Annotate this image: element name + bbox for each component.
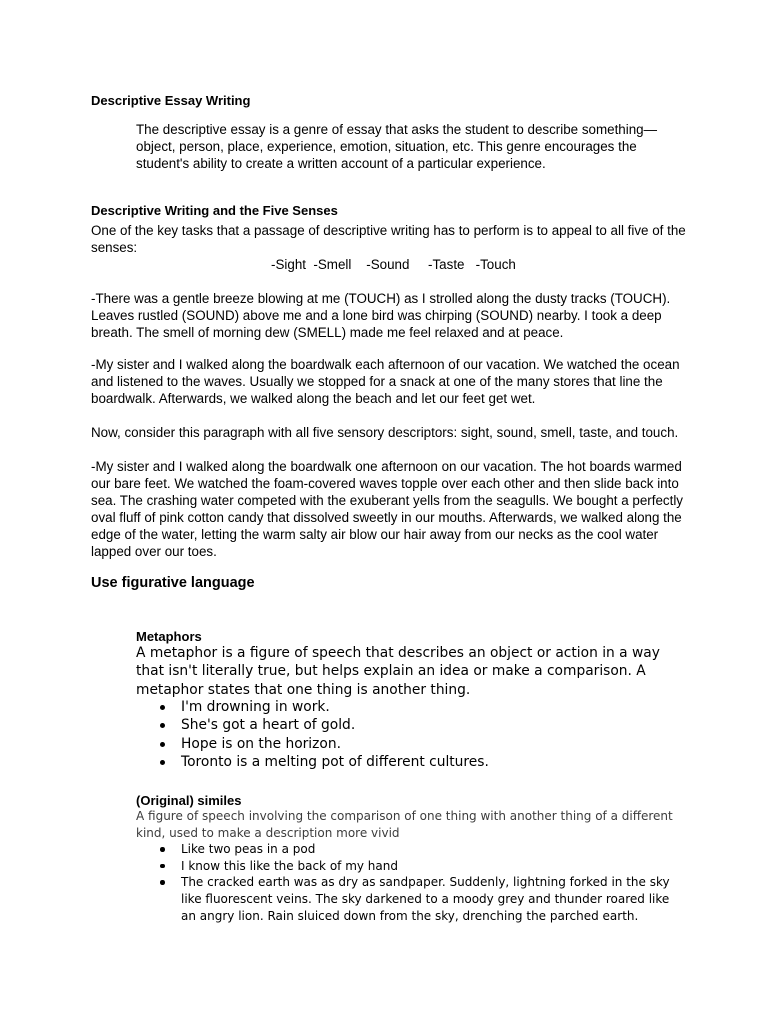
example-paragraph-boardwalk-plain: -My sister and I walked along the boardwalk each afternoon of our vacation. We watched the ocean and listened to the waves. Usually we stopped for a snack at one of the many stores that line the boardwalk. Afterwards, we walked along the beach and let our feet get wet. [91,357,680,406]
descriptive-essay-intro: The descriptive essay is a genre of essay that asks the student to describe something—object, person, place, experience, emotion, situation, etc. This genre encourages the student's ability to create a written account of a particular experience. [136,122,658,171]
metaphor-examples-list [136,698,676,772]
simile-examples-list [136,841,676,925]
simile-example: Like two peas in a pod [181,842,316,856]
consider-statement: Now, consider this paragraph with all five sensory descriptors: sight, sound, smell, taste, and touch. [91,425,679,440]
similes-heading: (Original) similes [136,793,242,808]
section-heading-figurative-language: Use figurative language [91,575,255,591]
metaphor-example: Hope is on the horizon. [181,735,341,752]
list-item [136,858,676,875]
list-item [136,874,676,924]
bullet-icon [160,847,165,852]
simile-example: The cracked earth was as dry as sandpaper. Suddenly, lightning forked in the sky like fluorescent veins. The sky darkened to a moody grey and thunder roared like an angry lion. Rain sluiced down from the sky, drenching the parched earth. [181,875,670,923]
metaphors-heading: Metaphors [136,629,202,644]
bullet-icon [160,742,165,747]
simile-definition: A figure of speech involving the comparison of one thing with another thing of a different kind, used to make a description more vivid [136,809,673,840]
five-senses-intro: One of the key tasks that a passage of descriptive writing has to perform is to appeal to all five of the senses: [91,223,686,255]
senses-list: -Sight -Smell -Sound -Taste -Touch [271,257,516,272]
bullet-icon [160,760,165,765]
metaphor-example: I'm drowning in work. [181,699,330,715]
bullet-icon [160,723,165,728]
bullet-icon [160,705,165,710]
metaphor-example: Toronto is a melting pot of different cultures. [181,754,489,771]
section-heading-descriptive-essay: Descriptive Essay Writing [91,93,251,108]
example-paragraph-touch-sound-smell: -There was a gentle breeze blowing at me (TOUCH) as I strolled along the dusty tracks (TOUCH). Leaves rustled (SOUND) above me and a lone bird was chirping (SOUND) nearby. I took a deep breath. The smell of morning dew (SMELL) made me feel relaxed and at peace. [91,291,671,340]
section-heading-five-senses: Descriptive Writing and the Five Senses [91,203,338,218]
list-item [136,716,676,734]
simile-example: I know this like the back of my hand [181,858,398,873]
list-item [136,735,676,753]
metaphor-example: She's got a heart of gold. [181,717,356,734]
list-item [136,841,676,858]
bullet-icon [160,864,165,869]
list-item [136,698,676,716]
example-paragraph-boardwalk-sensory: -My sister and I walked along the boardwalk one afternoon on our vacation. The hot boards warmed our bare feet. We watched the foam-covered waves topple over each other and then slide back into sea. The crashing water competed with the exuberant yells from the seagulls. We bought a perfectly oval fluff of pink cotton candy that dissolved sweetly in our mouths. Afterwards, we walked along the edge of the water, letting the warm salty air blow our hair away from our necks as the cool water lapped over our toes. [91,459,683,559]
bullet-icon [160,880,165,885]
metaphor-definition: A metaphor is a figure of speech that describes an object or action in a way that isn't literally true, but helps explain an idea or make a comparison. A metaphor states that one thing is another thing. [136,645,660,698]
list-item [136,753,676,771]
